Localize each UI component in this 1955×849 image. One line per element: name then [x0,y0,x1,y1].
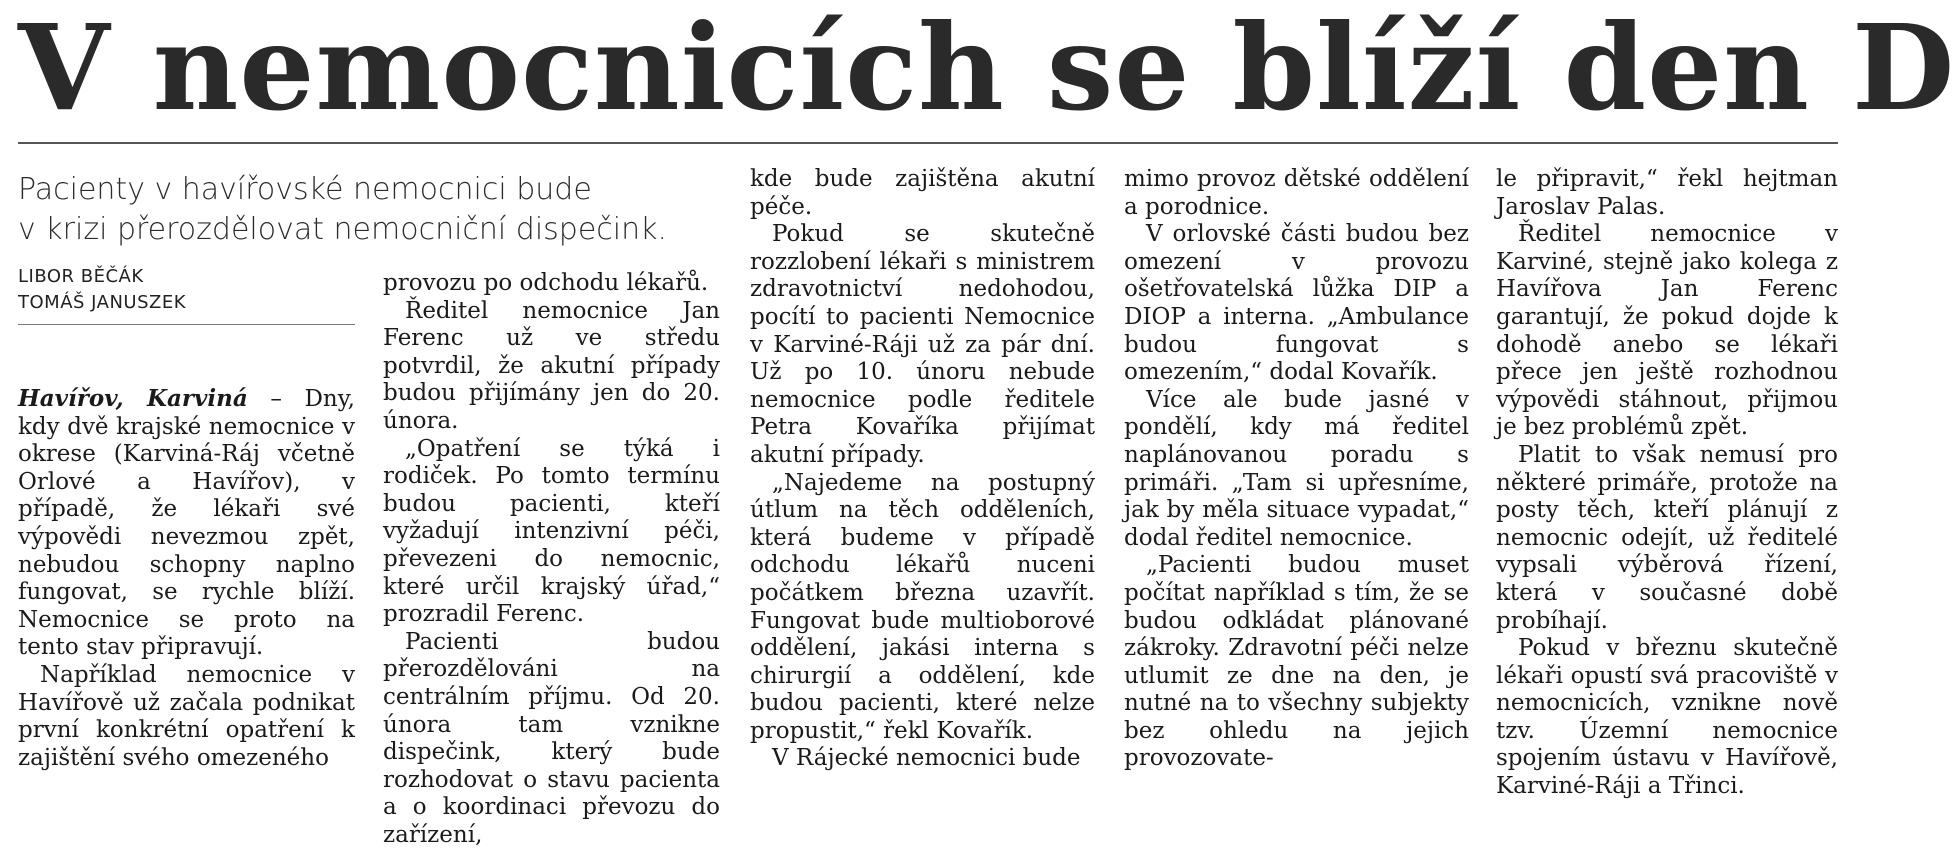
article-paragraph: „Opatření se týká i rodiček. Po tomto termínu budou pacienti, kteří vyžadují intenzivní péči, převezeni do nemocnic, které určil krajský úřad,“ prozradil Ferenc. [383,435,720,628]
headline: V nemocnicích se blíží den D [18,0,1955,137]
author-name: LIBOR BĚČÁK [18,266,144,287]
paragraph-text: – Dny, kdy dvě krajské nemocnice v okrese (Karviná-Ráj včetně Orlové a Havířov), v případě, že lékaři své výpovědi nevezmou zpět, nebudou schopny naplno fungovat, se rychle blíží. Nemocnice se proto na tento stav připravují. [18,386,355,661]
article-paragraph: V orlovské části budou bez omezení v provozu ošetřovatelská lůžka DIP a DIOP a interna. „Ambulance budou fungovat s omezením,“ dodal Kovařík. [1124,221,1469,386]
column-3 [750,166,1095,772]
article-paragraph: Pacienti budou přerozdělováni na centrálním příjmu. Od 20. února tam vznikne dispečink, který bude rozhodovat o stavu pacienta a o koordinaci převozu do zařízení, [383,628,720,848]
article-paragraph [18,385,355,662]
article-paragraph: V Rájecké nemocnici bude [772,745,1081,772]
article-paragraph: Ředitel nemocnice Jan Ferenc už ve středu potvrdil, že akutní případy budou přijímány jen do 20. února. [383,297,720,434]
article-paragraph: Například nemocnice v Havířově už začala podnikat první konkrétní opatření k zajištění svého omezeného [18,661,355,771]
article-paragraph: Platit to však nemusí pro některé primáře, protože na posty těch, kteří plánují z nemocnic odejít, už ředitelé vypsali výběrová řízení, která v současné době probíhají. [1496,441,1838,634]
article-paragraph: le připravit,“ řekl hejtman Jaroslav Palas. [1496,166,1838,220]
article-paragraph: Pokud v březnu skutečně lékaři opustí svá pracoviště v nemocnicích, vznikne nově tzv. Územní nemocnice spojením ústavu v Havířově, Karviné-Ráji a Třinci. [1496,635,1838,800]
article-paragraph: mimo provoz dětské oddělení a porodnice. [1124,166,1469,220]
article-paragraph: „Pacienti budou muset počítat například s tím, že se budou odkládat plánované zákroky. Zdravotní péči nelze utlumit ze dne na den, je nutné na to všechny subjekty bez ohledu na jejich provozovate- [1124,552,1469,772]
article-paragraph: provozu po odchodu lékařů. [383,270,709,296]
author-name: TOMÁŠ JANUSZEK [18,292,187,313]
lead-line-1: Pacienty v havířovské nemocnici bude [18,172,592,207]
column-4 [1124,166,1469,772]
lead-paragraph [18,170,738,250]
dateline: Havířov, Karviná [18,385,248,412]
article-paragraph: Pokud se skutečně rozzlobení lékaři s ministrem zdravotnictví nedohodou, pocítí to pacienti Nemocnice v Karviné-Ráji už za pár dní. Už po 10. únoru nebude nemocnice podle ředitele Petra Kovaříka přijímat akutní případy. [750,221,1095,468]
byline-divider [18,324,355,325]
column-2 [383,270,720,848]
column-5 [1496,166,1838,800]
article-paragraph: Více ale bude jasné v pondělí, kdy má ředitel naplánovanou poradu s primáři. „Tam si upřesníme, jak by měla situace vypadat,“ dodal ředitel nemocnice. [1124,386,1469,551]
article-paragraph: Ředitel nemocnice v Karviné, stejně jako kolega z Havířova Jan Ferenc garantují, že pokud dojde k dohodě anebo se lékaři přece jen ještě rozhodnou výpovědi stáhnout, přijmou je bez problémů zpět. [1496,221,1838,441]
column-1 [18,385,355,772]
headline-divider [18,142,1838,144]
lead-line-2: v krizi přerozdělovat nemocniční dispečink. [18,212,668,247]
article-paragraph: kde bude zajištěna akutní péče. [750,166,1095,220]
article-paragraph: „Najedeme na postupný útlum na těch odděleních, která budeme v případě odchodu lékařů nuceni počátkem března uzavřít. Fungovat bude multioborové oddělení, jakási interna s chirurgií a oddělení, kde budou pacienti, které nelze propustit,“ řekl Kovařík. [750,469,1095,744]
